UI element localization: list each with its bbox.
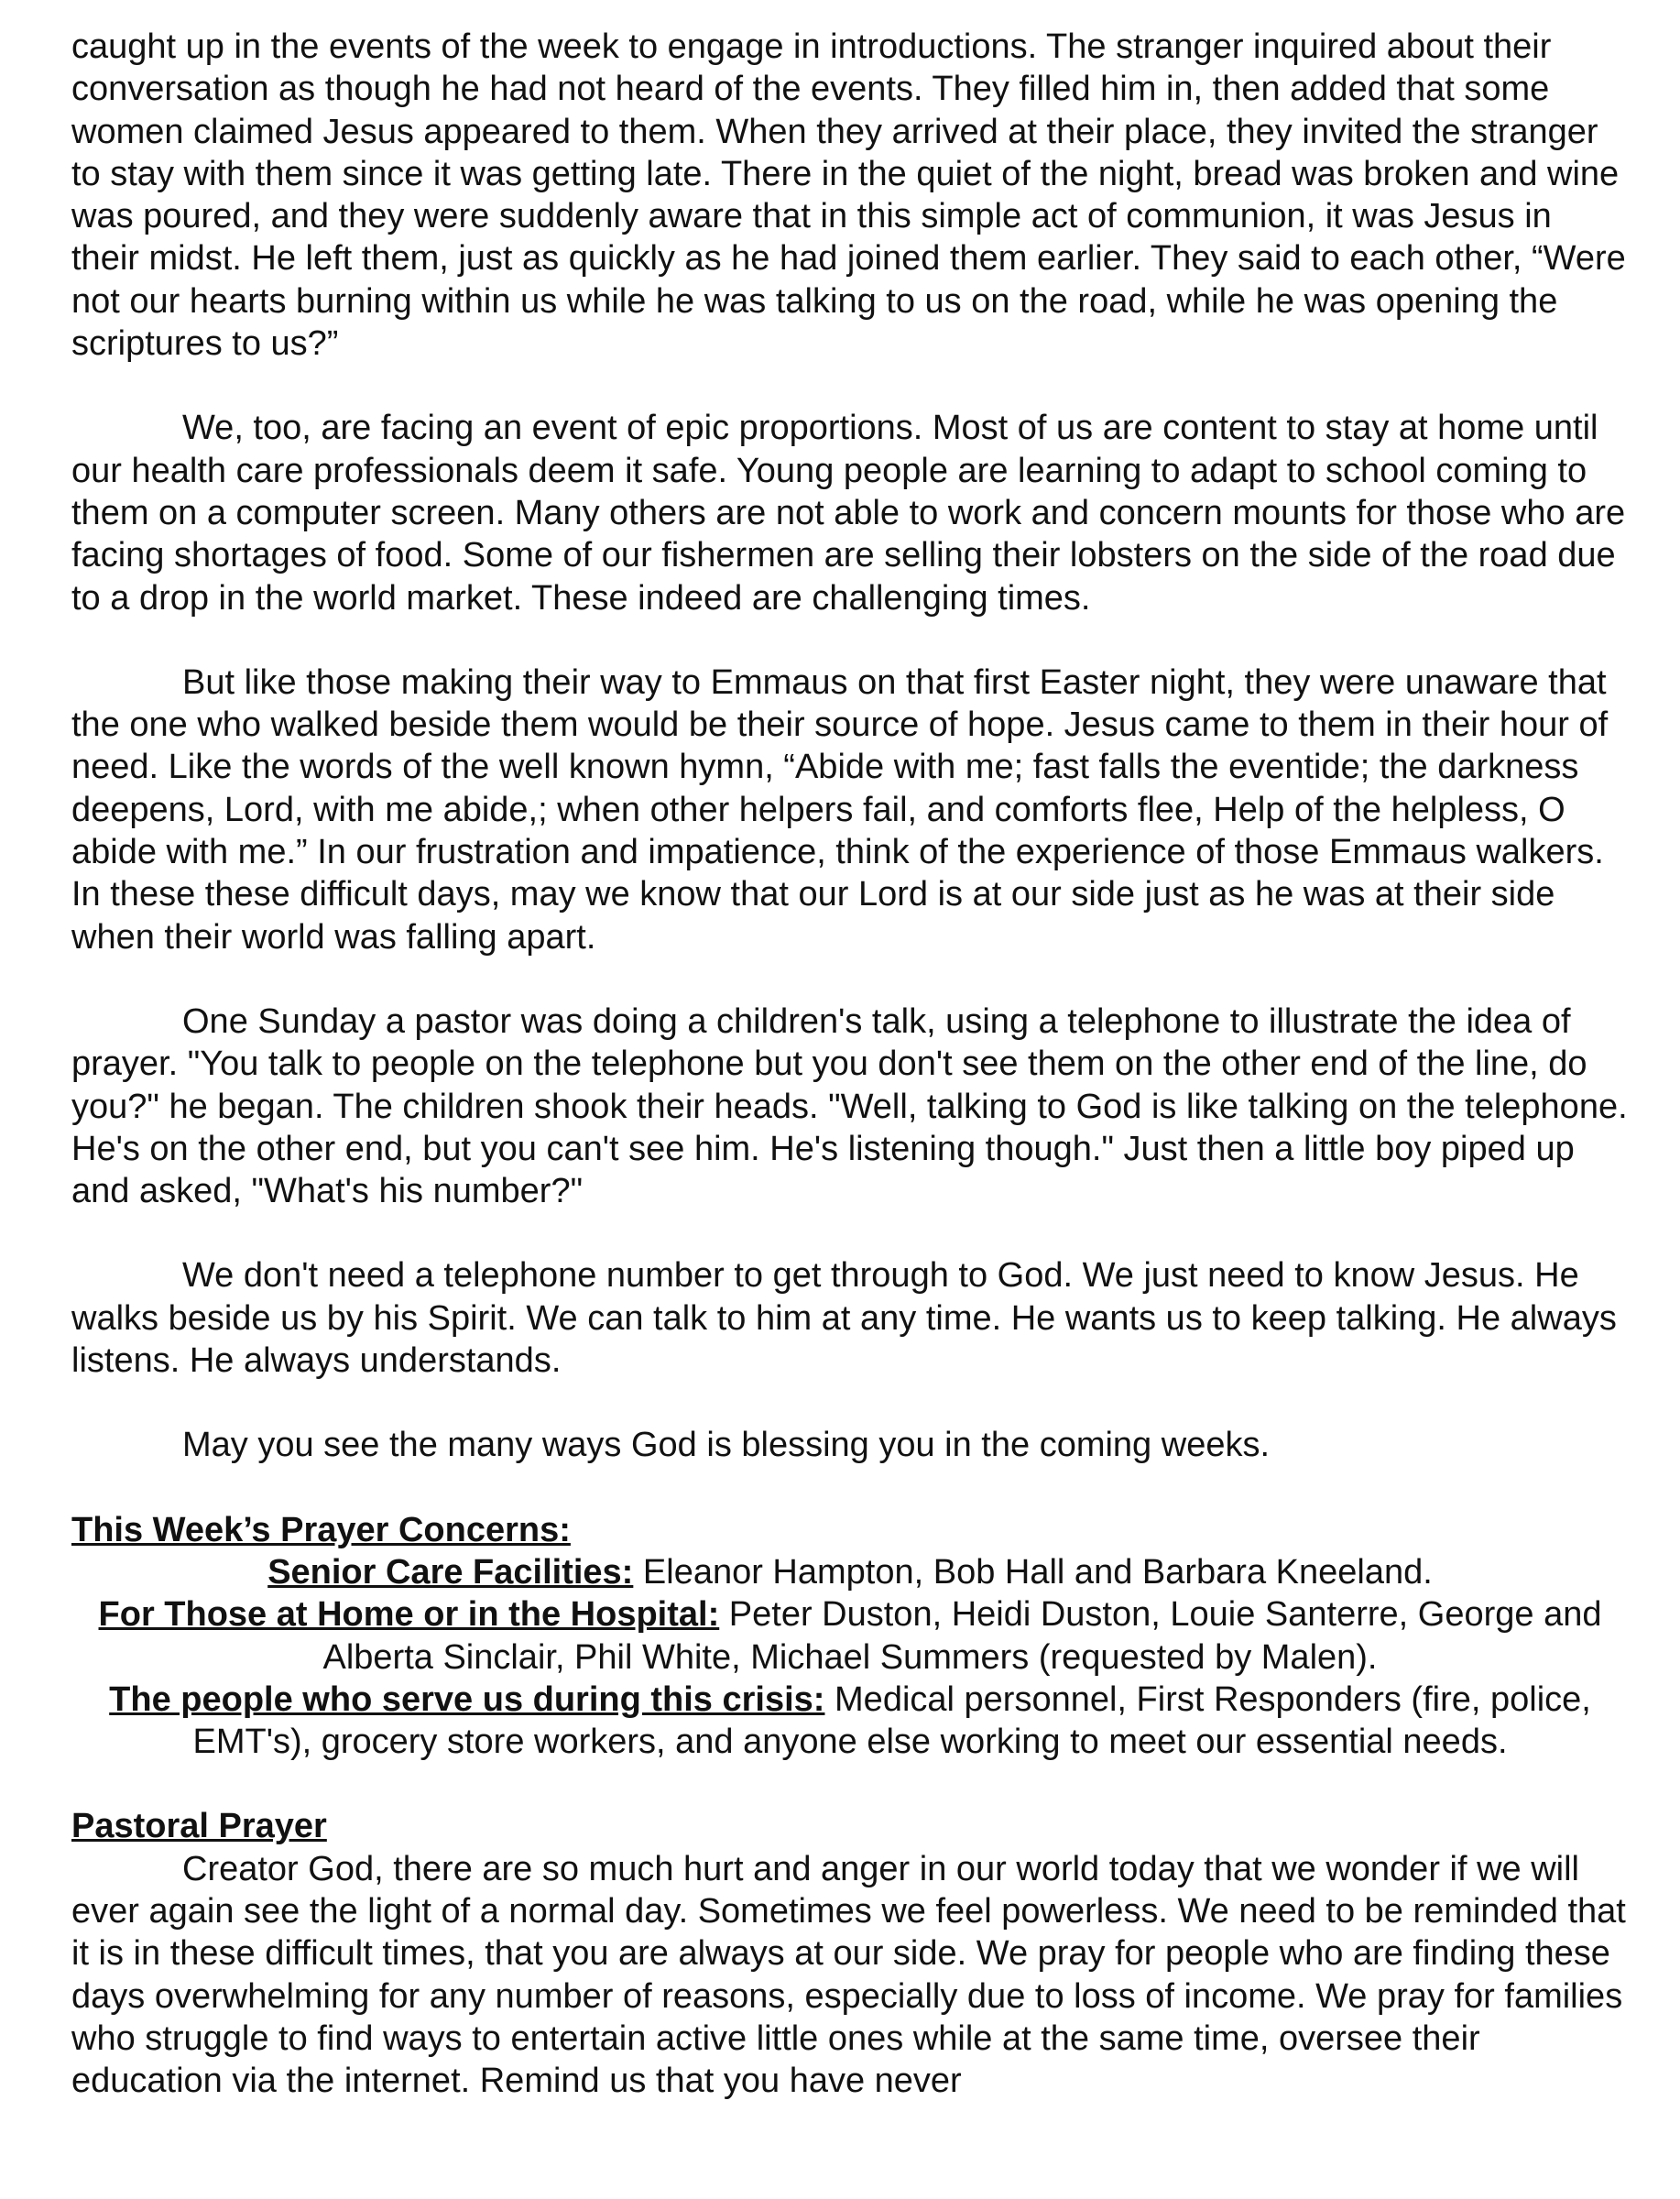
concern-senior-care-label: Senior Care Facilities: [267, 1552, 634, 1592]
sermon-paragraph-3: But like those making their way to Emmaus on that first Easter night, they were unaware that the one who walked beside them would be their source of hope. Jesus came to them in their hour of need. Like the words of the well known hymn, “Abide with me; fast falls the eventide; the darkness deepens, Lord, with me abide,; when other helpers fail, and comforts flee, Help of the helpless, O abide with me.” In our frustration and impatience, think of the experience of those Emmaus walkers. In these these difficult days, may we know that our Lord is at our side just as he was at their side when their world was falling apart. [71, 662, 1609, 957]
document-page [71, 26, 1629, 2102]
pastoral-prayer-section [71, 1805, 1629, 2102]
sermon-paragraph-5: We don't need a telephone number to get through to God. We just need to know Jesus. He walks beside us by his Spirit. We can talk to him at any time. He wants us to keep talking. He always listens. He always understands. [71, 1256, 1617, 1381]
pastoral-prayer-text: Creator God, there are so much hurt and anger in our world today that we wonder if we will ever again see the light of a normal day. Sometimes we feel powerless. We need to be reminded that it is in these difficult times, that you are always at our side. We pray for people who are finding these days overwhelming for any number of reasons, especially due to loss of income. We pray for families who struggle to find ways to entertain active little ones while at the same time, oversee their education via the internet. Remind us that you have never [71, 1849, 1626, 2101]
sermon-paragraph-4: One Sunday a pastor was doing a children's talk, using a telephone to illustrate the idea of prayer. "You talk to people on the telephone but you don't see them on the other end of the line, do you?" he began. The children shook their heads. "Well, talking to God is like talking on the telephone. He's on the other end, but you can't see him. He's listening though." Just then a little boy piped up and asked, "What's his number?" [71, 1001, 1628, 1211]
concern-home-hospital-label: For Those at Home or in the Hospital: [98, 1595, 720, 1635]
concern-home-hospital [71, 1593, 1629, 1679]
sermon-body [71, 26, 1629, 1467]
sermon-paragraph-2: We, too, are facing an event of epic proportions. Most of us are content to stay at home until our health care professionals deem it safe. Young people are learning to adapt to school coming to them on a computer screen. Many others are not able to work and concern mounts for those who are facing shortages of food. Some of our fishermen are selling their lobsters on the side of the road due to a drop in the world market. These indeed are challenging times. [71, 409, 1626, 618]
concern-senior-care [71, 1551, 1629, 1593]
concern-crisis-workers-label: The people who serve us during this crisis: [109, 1679, 825, 1719]
pastoral-prayer-title: Pastoral Prayer [71, 1807, 327, 1846]
concern-crisis-workers [71, 1679, 1629, 1764]
sermon-paragraph-1: caught up in the events of the week to engage in introductions. The stranger inquired about their conversation as though he had not heard of the events. They filled him in, then added that some women claimed Jesus appeared to them. When they arrived at their place, they invited the stranger to stay with them since it was getting late. There in the quiet of the night, bread was broken and wine was poured, and they were suddenly aware that in this simple act of communion, it was Jesus in their midst. He left them, just as quickly as he had joined them earlier. They said to each other, “Were not our hearts burning within us while he was talking to us on the road, while he was opening the scriptures to us?” [71, 27, 1626, 364]
concern-senior-care-text: Eleanor Hampton, Bob Hall and Barbara Kneeland. [633, 1552, 1433, 1592]
concern-crisis-workers-text: Medical personnel, First Responders (fire, police, EMT's), grocery store workers, and anyone else working to meet our essential needs. [192, 1679, 1591, 1762]
concern-home-hospital-text: Peter Duston, Heidi Duston, Louie Santerre, George and Alberta Sinclair, Phil White, Michael Summers (requested by Malen). [322, 1595, 1602, 1677]
sermon-paragraph-6: May you see the many ways God is blessing you in the coming weeks. [182, 1426, 1271, 1465]
prayer-concerns-section [71, 1509, 1629, 1764]
prayer-concerns-title: This Week’s Prayer Concerns: [71, 1510, 571, 1549]
